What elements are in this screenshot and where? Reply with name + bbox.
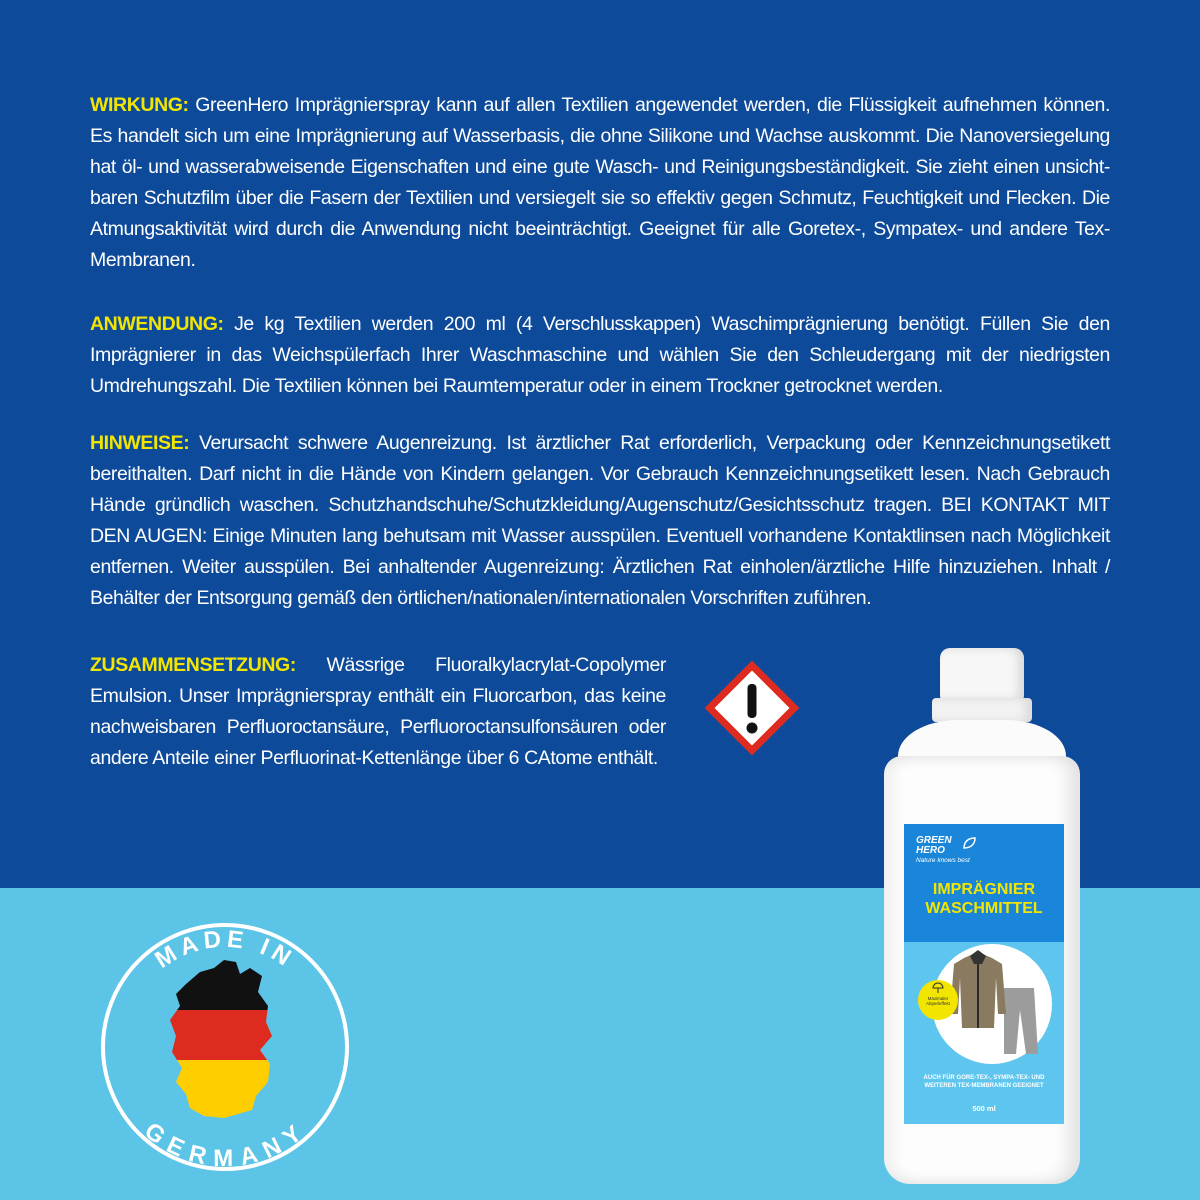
section-body: Verursacht schwere Augenreizung. Ist ärztlicher Rat erforderlich, Verpackung oder Kennzeichnungsetikett bereithalten. Darf nicht in die Hände von Kindern gelangen. Vor Gebrauch Kennzeichnungsetikett lesen. Nach Gebrauch Hände gründlich waschen. Schutzhandschuhe/Schutzkleidung/Augenschutz/Gesichtsschutz tragen. BEI KONTAKT MIT DEN AUGEN: Einige Minuten lang behutsam mit Wasser ausspülen. Eventuell vorhandene Kontaktlinsen nach Möglichkeit entfernen. Weiter ausspülen. Bei anhaltender Augenreizung: Ärztlichen Rat einholen/ärztliche Hilfe hinzuziehen. Inhalt / Behälter der Entsorgung gemäß den örtlichen/nationalen/internationalen Vorschriften zuführen. [90, 432, 1110, 609]
section-wirkung [90, 90, 1110, 276]
volume-label: 500 ml [972, 1104, 996, 1113]
ghs-exclamation-mark-icon [700, 656, 804, 760]
badge-bottom-text: GERMANY [139, 1117, 311, 1172]
product-name-line-2: WASCHMITTEL [925, 900, 1043, 917]
section-anwendung [90, 309, 1110, 402]
section-hinweise [90, 428, 1110, 614]
bottle-cap [940, 648, 1024, 700]
section-body: Je kg Textilien werden 200 ml (4 Verschlusskappen) Waschimprägnierung benötigt. Füllen Sie den Imprägnierer in das Weichspülerfach Ihrer Waschmaschine und wählen Sie den Schleudergang mit der niedrigsten Umdrehungszahl. Die Textilien können bei Raumtemperatur oder in einem Trockner getrocknet werden. [90, 313, 1110, 397]
product-name [904, 880, 1064, 918]
brand-line-1: GREEN [916, 835, 952, 846]
svg-text:GERMANY [139, 1117, 310, 1172]
jacket-and-pants-icon [948, 948, 1048, 1058]
product-name-line-1: IMPRÄGNIER [932, 881, 1036, 898]
product-label [904, 824, 1064, 1124]
suitability-line-1: AUCH FÜR GORE-TEX-, SYMPA-TEX- UND [923, 1075, 1045, 1081]
brand-logo [916, 836, 996, 856]
section-heading: WIRKUNG: [90, 94, 189, 116]
leaf-icon [962, 836, 976, 850]
brand-tagline: Nature knows best [916, 857, 970, 864]
section-heading: ANWENDUNG: [90, 313, 224, 335]
bottle-cap-ring [932, 698, 1032, 722]
section-heading: ZUSAMMENSETZUNG: [90, 654, 296, 676]
section-heading: HINWEISE: [90, 432, 190, 454]
feature-badge-text: Maximaler Abperleffekt [926, 996, 950, 1006]
brand-line-2: HERO [916, 845, 945, 856]
made-in-germany-badge [90, 912, 360, 1182]
section-zusammensetzung [90, 650, 666, 774]
section-body: GreenHero Imprägnierspray kann auf allen Textilien angewendet werden, die Flüssigkeit aufnehmen können. Es handelt sich um eine Imprägnierung auf Wasserbasis, die ohne Silikone und Wachse auskommt. Die Nanoversiegelung hat öl- und wasserabweisende Eigenschaften und eine gute Wasch- und Reinigungsbeständigkeit. Sie zieht einen unsicht-baren Schutzfilm über die Fasern der Textilien und versiegelt sie so effektiv gegen Schmutz, Feuchtigkeit und Flecken. Die Atmungsaktivität wird durch die Anwendung nicht beeinträchtigt. Geeignet für alle Goretex-, Sympatex- und andere Tex-Membranen. [90, 94, 1110, 271]
product-bottle [884, 648, 1080, 1184]
suitability-line-2: WEITEREN TEX-MEMBRANEN GEEIGNET [924, 1083, 1044, 1089]
umbrella-icon [932, 982, 944, 994]
germany-flag-map-icon [160, 952, 290, 1130]
suitability-text [906, 1074, 1062, 1090]
badge-top-text: MADE IN [150, 925, 300, 974]
section-body: Wässrige Fluoralkylacrylat-Copolymer Emulsion. Unser Imprägnierspray enthält ein Fluorcarbon, das keine nachweisbaren Perfluoroctansäure, Perfluoroctansulfonsäuren oder andere Anteile einer Perfluorinat-Kettenlänge über 6 CAtome enthält. [90, 654, 666, 769]
